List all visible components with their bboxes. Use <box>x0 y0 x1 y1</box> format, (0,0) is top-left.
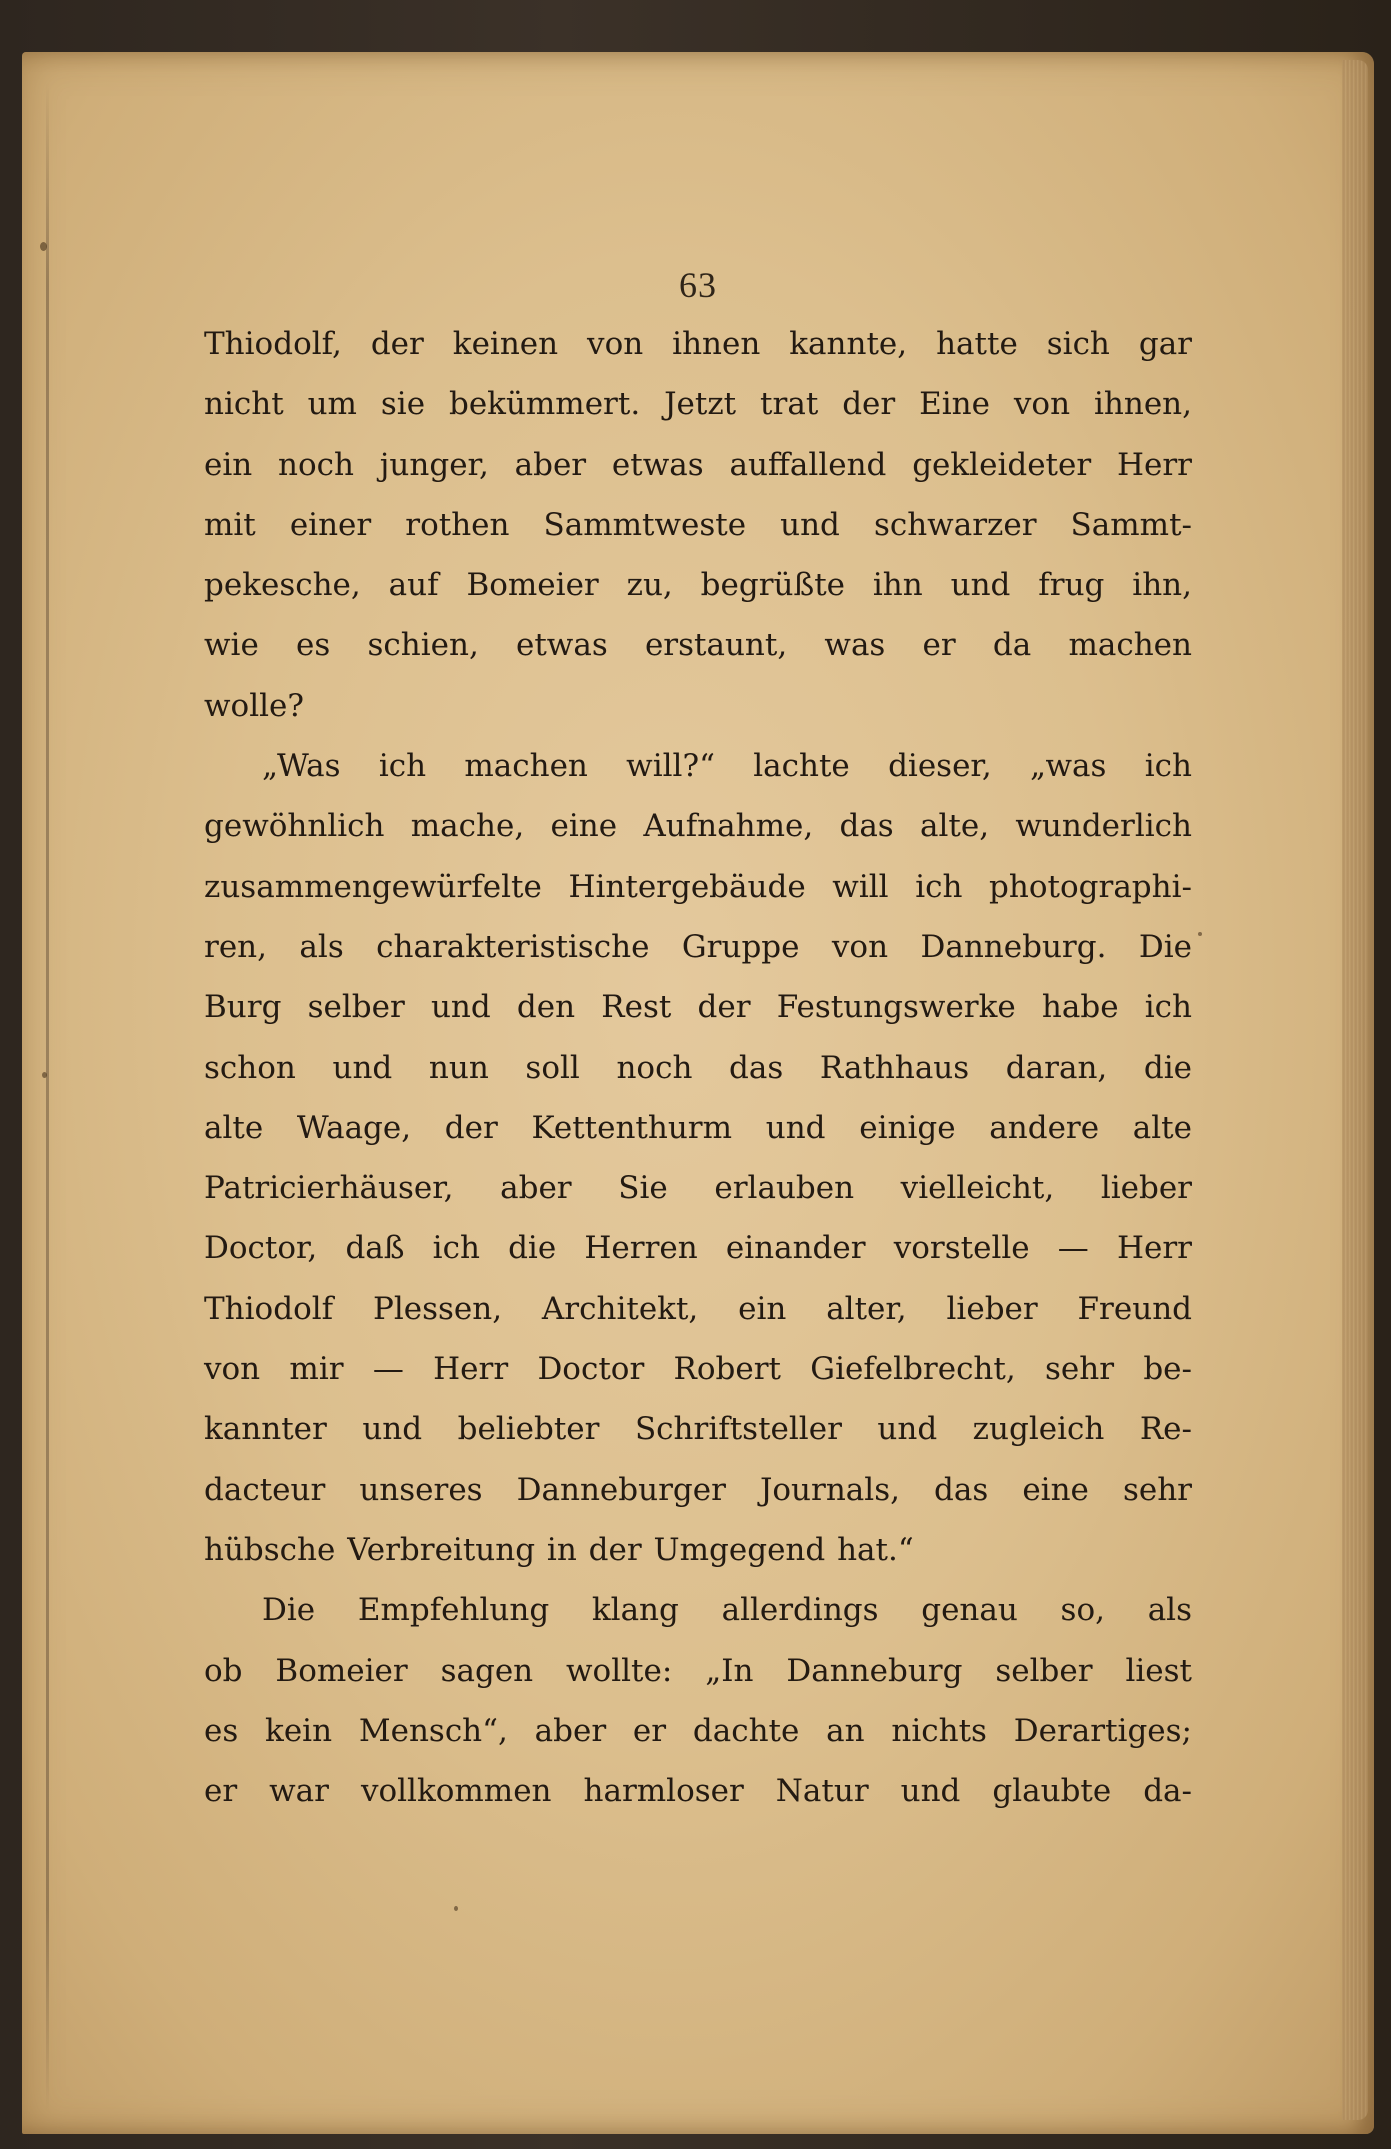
text-line: alte Waage, der Kettenthurm und einige andere alte <box>204 1109 1192 1146</box>
text-line: er war vollkommen harmloser Natur und glaubte da- <box>204 1773 1192 1810</box>
text-line: von mir — Herr Doctor Robert Giefelbrecht, sehr be- <box>204 1351 1192 1388</box>
body-text <box>204 314 1192 1821</box>
text-line: gewöhnlich mache, eine Aufnahme, das alte, wunderlich <box>204 808 1192 845</box>
book-page <box>22 52 1374 2134</box>
ink-spot <box>454 1906 458 1911</box>
text-line: ein noch junger, aber etwas auffallend gekleideter Herr <box>204 446 1192 483</box>
text-line: schon und nun soll noch das Rathhaus daran, die <box>204 1049 1192 1086</box>
text-line: Doctor, daß ich die Herren einander vorstelle — Herr <box>204 1230 1192 1267</box>
text-line: ob Bomeier sagen wollte: „In Danneburg selber liest <box>204 1652 1192 1689</box>
ink-spot <box>1198 932 1202 936</box>
text-line: wolle? <box>204 687 304 724</box>
text-line: zusammengewürfelte Hintergebäude will ich photographi- <box>204 868 1192 905</box>
text-line: hübsche Verbreitung in der Umgegend hat.“ <box>204 1531 914 1568</box>
text-line: mit einer rothen Sammtweste und schwarzer Sammt- <box>204 506 1192 543</box>
page-number: 63 <box>679 265 717 305</box>
text-line: kannter und beliebter Schriftsteller und zugleich Re- <box>204 1411 1192 1448</box>
text-line: Burg selber und den Rest der Festungswerke habe ich <box>204 989 1192 1026</box>
text-line: nicht um sie bekümmert. Jetzt trat der Eine von ihnen, <box>204 386 1192 423</box>
page-edges <box>1342 60 1368 2120</box>
ink-spot <box>40 242 47 251</box>
text-line: Thiodolf Plessen, Architekt, ein alter, lieber Freund <box>204 1290 1192 1327</box>
text-line: pekesche, auf Bomeier zu, begrüßte ihn und frug ihn, <box>204 567 1192 604</box>
text-line: es kein Mensch“, aber er dachte an nichts Derartiges; <box>204 1712 1192 1749</box>
page-spine-shadow <box>46 82 49 2112</box>
text-line: Thiodolf, der keinen von ihnen kannte, hatte sich gar <box>204 326 1192 362</box>
ink-spot <box>42 1072 47 1078</box>
text-line: Die Empfehlung klang allerdings genau so, als <box>262 1592 1192 1629</box>
text-line: wie es schien, etwas erstaunt, was er da machen <box>204 627 1192 664</box>
text-line: „Was ich machen will?“ lachte dieser, „was ich <box>262 748 1192 785</box>
text-line: Patricierhäuser, aber Sie erlauben vielleicht, lieber <box>204 1170 1192 1207</box>
text-line: dacteur unseres Danneburger Journals, das eine sehr <box>204 1471 1192 1508</box>
text-line: ren, als charakteristische Gruppe von Danneburg. Die <box>204 928 1192 965</box>
